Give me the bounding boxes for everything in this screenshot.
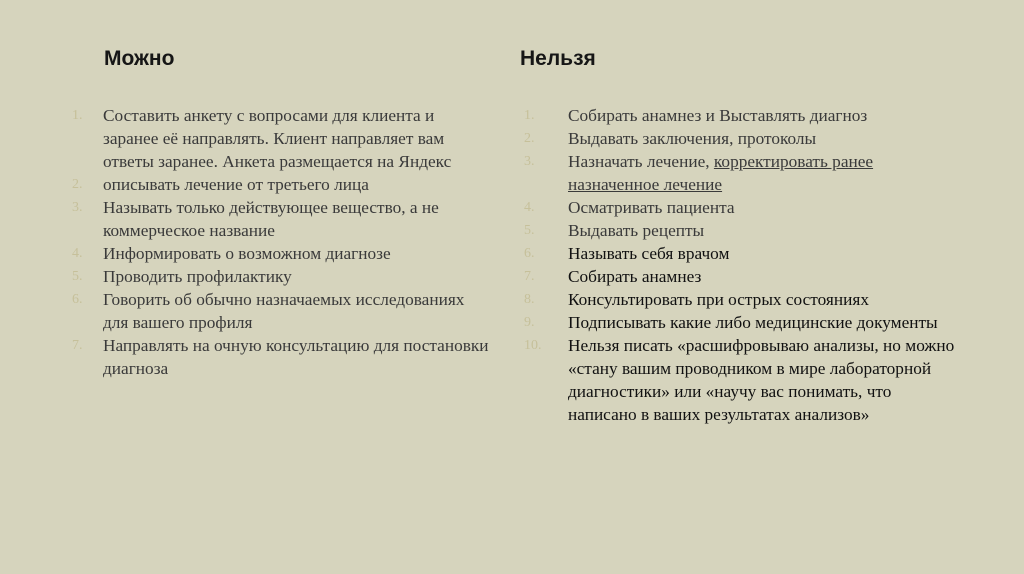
list-text: Собирать анамнез	[568, 267, 702, 286]
list-text-underlined: корректировать ранее назначенное лечение	[568, 152, 874, 194]
list-item	[70, 173, 490, 196]
list-number: 2.	[72, 177, 83, 192]
list-text: Информировать о возможном диагнозе	[103, 244, 391, 263]
list-item	[522, 104, 962, 127]
list-number: 1.	[524, 108, 535, 123]
forbidden-heading: Нельзя	[520, 47, 596, 70]
list-text: Выдавать заключения, протоколы	[568, 129, 817, 148]
list-text: Консультировать при острых состояниях	[568, 290, 869, 309]
list-item	[70, 104, 490, 173]
list-number: 6.	[524, 246, 535, 261]
list-item	[522, 196, 962, 219]
allowed-list	[70, 104, 490, 380]
list-text	[568, 150, 962, 196]
list-number: 7.	[524, 269, 535, 284]
list-number: 7.	[72, 338, 83, 353]
list-item	[522, 288, 962, 311]
list-item	[70, 242, 490, 265]
list-number: 9.	[524, 315, 535, 330]
list-text: Называть только действующее вещество, а не коммерческое название	[103, 198, 439, 240]
list-text: Говорить об обычно назначаемых исследованиях для вашего профиля	[103, 290, 465, 332]
list-item	[70, 288, 490, 334]
list-text: Осматривать пациента	[568, 198, 735, 217]
list-item	[522, 334, 962, 426]
list-number: 1.	[72, 108, 83, 123]
list-number: 4.	[524, 200, 535, 215]
list-text: Подписывать какие либо медицинские документы	[568, 313, 938, 332]
list-number: 5.	[72, 269, 83, 284]
list-number: 2.	[524, 131, 535, 146]
list-item	[522, 311, 962, 334]
list-item	[70, 265, 490, 288]
list-text: Собирать анамнез и Выставлять диагноз	[568, 106, 868, 125]
list-item	[522, 219, 962, 242]
list-text: Выдавать рецепты	[568, 221, 705, 240]
list-text: Направлять на очную консультацию для постановки диагноза	[103, 336, 489, 378]
list-item	[522, 242, 962, 265]
list-number: 8.	[524, 292, 535, 307]
list-item	[70, 334, 490, 380]
list-number: 3.	[524, 154, 535, 169]
list-number: 6.	[72, 292, 83, 307]
list-text: Нельзя писать «расшифровываю анализы, но можно «стану вашим проводником в мире лабораторной диагностики» или «научу вас понимать, что написано в ваших результатах анализов»	[568, 336, 955, 424]
forbidden-list	[522, 104, 962, 426]
list-number: 3.	[72, 200, 83, 215]
list-text-plain: Назначать лечение,	[568, 152, 714, 171]
list-number: 4.	[72, 246, 83, 261]
list-item	[522, 265, 962, 288]
list-text: Составить анкету с вопросами для клиента и заранее её направлять. Клиент направляет вам ответы заранее. Анкета размещается на Яндекс	[103, 106, 452, 171]
list-item	[522, 150, 962, 196]
list-number: 10.	[524, 338, 542, 353]
list-text: Называть себя врачом	[568, 244, 730, 263]
list-text: Проводить профилактику	[103, 267, 292, 286]
list-number: 5.	[524, 223, 535, 238]
list-text: описывать лечение от третьего лица	[103, 175, 369, 194]
allowed-heading: Можно	[104, 47, 175, 70]
list-item	[522, 127, 962, 150]
list-item	[70, 196, 490, 242]
